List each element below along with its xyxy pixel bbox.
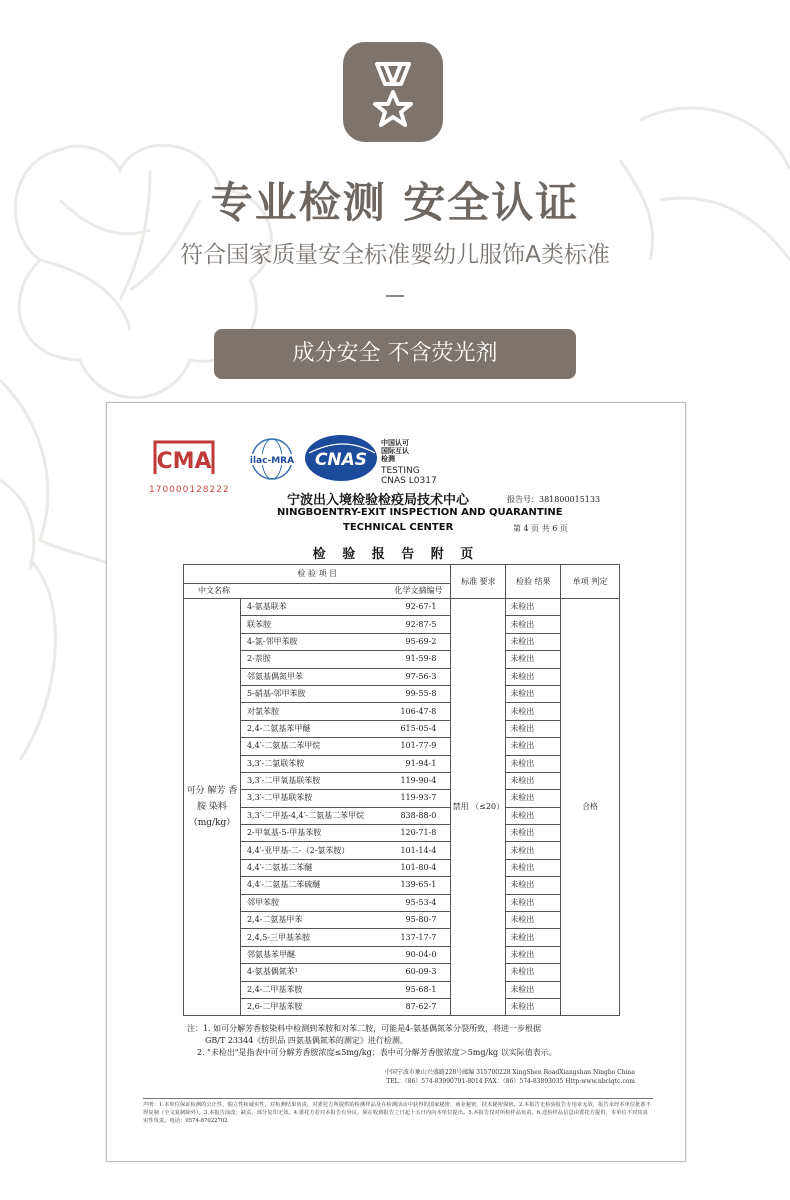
- table-row: [184, 790, 620, 807]
- cas-number: 92-87-5: [405, 619, 437, 629]
- table-row: [184, 929, 620, 946]
- substance-name: 2,4-二氨基甲苯: [246, 915, 303, 925]
- table-row: [184, 651, 620, 668]
- table-row: [184, 998, 620, 1015]
- substance-name: 邻甲苯胺: [246, 897, 279, 907]
- result-cell: 未检出: [506, 685, 561, 702]
- substance-name: 4-氨基偶氮苯¹: [246, 967, 298, 977]
- substance-name: 邻氨基偶氮甲苯: [246, 671, 303, 681]
- cas-number: 95-53-4: [405, 897, 437, 907]
- result-cell: 未检出: [506, 651, 561, 668]
- org-name-en-line1: NINGBOENTRY-EXIT INSPECTION AND QUARANTINE: [277, 507, 563, 518]
- result-cell: 未检出: [506, 772, 561, 789]
- substance-name: 邻氨基苯甲醚: [246, 950, 295, 959]
- cas-number: 95-80-7: [405, 915, 437, 925]
- substance-name: 2,4-二甲基苯胺: [246, 984, 303, 994]
- table-row: [184, 877, 620, 894]
- cas-number: 95-69-2: [405, 636, 437, 646]
- table-row: [184, 807, 620, 824]
- svg-text:CMA: CMA: [156, 449, 212, 474]
- substance-name: 3,3′-二氯联苯胺: [246, 758, 305, 768]
- result-cell: 未检出: [506, 859, 561, 876]
- substance-name: 4,4′-二氨基二苯甲烷: [246, 741, 321, 751]
- substance-name: 5-硝基-邻甲苯胺: [246, 689, 306, 699]
- substance-name: 2,4-二氨基苯甲醚: [246, 723, 311, 733]
- table-row: [184, 842, 620, 859]
- col-header-result: 检验 结果: [506, 565, 561, 599]
- cas-number: 106-47-8: [400, 706, 437, 716]
- cas-number: 97-56-3: [405, 671, 437, 681]
- org-name-cn: 宁波出入境检验检疫局技术中心: [287, 493, 470, 508]
- substance-name: 3,3′-二甲基-4,4′-二氨基二苯甲烷: [246, 810, 365, 820]
- result-cell: 未检出: [506, 807, 561, 824]
- table-row: [184, 981, 620, 998]
- table-row: [184, 738, 620, 755]
- result-cell: 未检出: [506, 894, 561, 911]
- substance-name: 4,4′-二氨基二苯硫醚: [246, 880, 321, 890]
- address: 中国宁波市象山兴盛路228号邮编 315700228 XingShen RoadXiangshan Ningbo China TEL：（86）574-83990791-8014 FAX：（86）574-83893035 Http:www.nbciqtc.com: [384, 1069, 635, 1085]
- cas-number: 137-17-7: [400, 932, 437, 942]
- substance-name: 联苯胺: [246, 619, 271, 629]
- cas-number: 87-62-7: [405, 1002, 437, 1012]
- result-cell: 未检出: [506, 790, 561, 807]
- cas-number: 90-04-0: [405, 950, 437, 959]
- cas-number: 92-67-1: [405, 602, 437, 612]
- cas-number: 119-90-4: [400, 776, 437, 786]
- divider: [386, 295, 404, 297]
- table-row: [184, 825, 620, 842]
- result-cell: 未检出: [506, 964, 561, 981]
- result-cell: 未检出: [506, 825, 561, 842]
- svg-text:CNAS: CNAS: [314, 450, 368, 470]
- result-cell: 未检出: [506, 929, 561, 946]
- declaration: 声明：1.本单位保证检测的公正性、独立性和诚实性，对检测结果负责，对委托方所提供的检测样品及在检测活动中获得的国家秘密、商业秘密、技术秘密保密。2.本报告无检验报告专用章无效，报告未经本单位批准不得复制（全文复制除外）。3.本报告涂改、缺页、部分复印无效。4.委托方若对本报告有异议，须在收到报告之日起十五日内向本单位提出。5.本报告仅对所检样品负责。6.送检样品信息由委托方提供，本单位不对其真实性负责。电话：0574-87022702: [143, 1098, 653, 1125]
- cnas-cn-text: 中国认可 国际互认 检测: [381, 439, 409, 463]
- cas-number: 101-80-4: [400, 863, 437, 873]
- medal-star-icon: [343, 42, 443, 142]
- cas-number: 91-59-8: [405, 654, 437, 664]
- result-cell: 未检出: [506, 877, 561, 894]
- result-cell: 未检出: [506, 998, 561, 1015]
- substance-name: 4,4′-亚甲基-二-（2-氯苯胺）: [246, 845, 350, 855]
- judgement-cell: 合格: [561, 599, 620, 1016]
- ilac-mra-logo: [243, 437, 301, 481]
- substance-name: 3,3′-二甲基联苯胺: [246, 793, 313, 803]
- report-title: 检 验 报 告 附 页: [312, 547, 480, 562]
- table-row: [184, 599, 620, 616]
- cas-number: 95-68-1: [405, 984, 437, 994]
- table-row: [184, 964, 620, 981]
- result-cell: 未检出: [506, 981, 561, 998]
- substance-name: 4,4′-二氨基二苯醚: [246, 863, 313, 873]
- col-header-standard: 标准 要求: [451, 565, 506, 599]
- table-row: [184, 755, 620, 772]
- table-row: [184, 894, 620, 911]
- cnas-logo: [303, 433, 379, 483]
- cma-number: 170000128222: [149, 485, 230, 495]
- table-row: [184, 946, 620, 963]
- cas-number: 99-55-8: [405, 689, 437, 699]
- standard-cell: 禁用 （≤20）: [451, 599, 506, 1016]
- table-row: [184, 685, 620, 702]
- result-cell: 未检出: [506, 946, 561, 963]
- substance-name: 2-萘胺: [246, 654, 271, 664]
- table-row: [184, 703, 620, 720]
- cas-number: 91-94-1: [405, 758, 437, 768]
- substance-name: 4-氯-邻甲苯胺: [246, 636, 298, 646]
- feature-pill: 成分安全 不含荧光剂: [214, 329, 576, 379]
- cas-number: 139-65-1: [400, 880, 437, 890]
- col-header-item: 检 验 项 目: [184, 565, 451, 584]
- report-number: 报告号：381800015133: [507, 495, 601, 504]
- cas-number: 615-05-4: [400, 723, 437, 733]
- substance-name: 2-甲氧基-5-甲基苯胺: [246, 828, 322, 838]
- headline: 专业检测 安全认证: [210, 178, 580, 227]
- result-cell: 未检出: [506, 668, 561, 685]
- cas-number: 101-77-9: [400, 741, 437, 751]
- col-header-judgement: 单项 判定: [561, 565, 620, 599]
- result-cell: 未检出: [506, 703, 561, 720]
- org-name-en-line2: TECHNICAL CENTER: [343, 522, 454, 533]
- cas-number: 60-09-3: [405, 967, 437, 977]
- substance-name: 2,6-二甲基苯胺: [246, 1002, 303, 1012]
- cas-number: 101-14-4: [400, 845, 437, 855]
- result-cell: 未检出: [506, 912, 561, 929]
- table-row: [184, 912, 620, 929]
- table-row: [184, 616, 620, 633]
- test-report-document: [106, 402, 686, 1162]
- page-number: 第 4 页 共 6 页: [513, 524, 568, 533]
- cas-number: 119-93-7: [400, 793, 437, 803]
- results-table: [183, 564, 620, 1016]
- subheadline: 符合国家质量安全标准婴幼儿服饰A类标准: [180, 242, 610, 268]
- result-cell: 未检出: [506, 599, 561, 616]
- col-header-cn-name: 中文名称: [198, 586, 230, 595]
- col-header-cas: 化学文摘编号: [394, 586, 443, 595]
- substance-name: 3,3′-二甲氧基联苯胺: [246, 776, 321, 786]
- result-cell: 未检出: [506, 738, 561, 755]
- result-cell: 未检出: [506, 755, 561, 772]
- svg-text:ilac-MRA: ilac-MRA: [249, 456, 295, 466]
- category-cell: 可分 解芳 香胺 染料 （mg/kg）: [184, 599, 241, 1016]
- result-cell: 未检出: [506, 842, 561, 859]
- table-row: [184, 668, 620, 685]
- table-row: [184, 772, 620, 789]
- substance-name: 对氯苯胺: [246, 706, 279, 716]
- substance-name: 4-氨基联苯: [246, 602, 287, 612]
- cas-number: 120-71-8: [400, 828, 437, 838]
- substance-name: 2,4,5-三甲基苯胺: [246, 932, 311, 942]
- result-cell: 未检出: [506, 720, 561, 737]
- table-row: [184, 859, 620, 876]
- table-row: [184, 720, 620, 737]
- cma-logo: [151, 438, 217, 478]
- cnas-en-text: TESTING CNAS L0317: [381, 466, 437, 486]
- cas-number: 838-88-0: [400, 810, 437, 820]
- result-cell: 未检出: [506, 633, 561, 650]
- result-cell: 未检出: [506, 616, 561, 633]
- table-row: [184, 633, 620, 650]
- report-notes: 注：1. 如可分解芳香胺染料中检测到苯胺和对苯二胺，可能是4-氨基偶氮苯分裂所致，将进一步根据 GB/T 23344《纺织品 四氨基偶氮苯的测定》进行检测。 2. "未检出"是指表中可分解芳香胺浓度≤5mg/kg；表中可分解芳香胺浓度＞5mg/kg 以实际值表示。: [187, 1024, 557, 1057]
